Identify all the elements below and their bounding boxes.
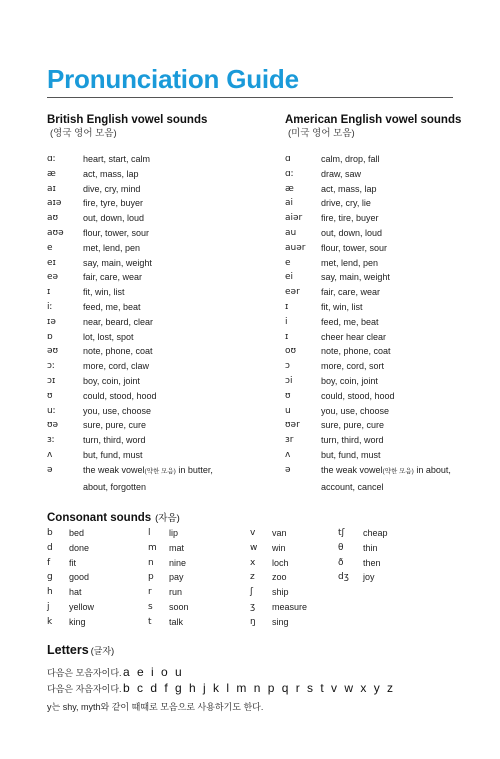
vowel-examples: but, fund, must [321, 449, 381, 460]
vowel-symbol: ei [285, 272, 294, 283]
consonant-row [148, 556, 189, 571]
vowel-symbol: ə [47, 464, 53, 475]
vowel-symbol: ɔɪ [47, 375, 56, 386]
consonant-example: lip [169, 528, 179, 538]
vowel-examples: fit, win, list [321, 301, 363, 312]
consonant-example: nine [169, 557, 187, 568]
vowel-examples: flour, tower, sour [321, 242, 388, 253]
consonant-symbol: l [148, 528, 151, 538]
consonant-example: talk [169, 616, 184, 627]
consonant-example: thin [363, 542, 378, 553]
vowel-examples: flour, tower, sour [83, 227, 150, 238]
vowel-examples: act, mass, lap [83, 168, 139, 179]
letters-heading-text: Letters [47, 643, 89, 657]
consonant-symbol: k [47, 616, 53, 627]
vowel-symbol: ai [285, 198, 294, 209]
consonant-row [338, 556, 388, 571]
vowel-row [285, 374, 461, 389]
consonant-symbol: z [250, 572, 255, 583]
consonant-symbol: tʃ [338, 528, 345, 538]
weak-vowel-text: the weak vowel [83, 464, 145, 475]
vowel-examples: drive, cry, lie [321, 198, 371, 209]
vowel-row [47, 226, 213, 241]
vowel-row [285, 196, 461, 211]
consonant-row [250, 526, 307, 541]
vowel-row [47, 167, 213, 182]
consonant-example: zoo [272, 572, 287, 583]
consonant-example: win [272, 542, 286, 553]
vowel-row [47, 241, 213, 256]
vowel-row [285, 448, 461, 463]
vowel-row [47, 433, 213, 448]
consonant-symbol: w [250, 542, 258, 553]
vowel-symbol: ɔi [285, 375, 293, 386]
consonant-row [250, 570, 307, 585]
vowel-symbol: əʊ [47, 346, 59, 357]
vowel-row [285, 359, 461, 374]
consonant-row [148, 541, 189, 556]
vowel-symbol: ʊ [47, 390, 53, 401]
letters-note: y는 shy, myth와 같이 때때로 모음으로 사용하기도 한다. [47, 702, 264, 712]
consonant-symbol: j [47, 601, 50, 612]
vowel-row [47, 152, 213, 167]
vowel-symbol: ɪ [47, 287, 51, 298]
vowel-examples: act, mass, lap [321, 183, 377, 194]
vowel-symbol: eɪ [47, 257, 56, 268]
vowel-symbol: ɑ [285, 154, 291, 164]
consonant-row [47, 541, 94, 556]
consonant-example: run [169, 587, 183, 598]
vowel-examples [83, 463, 213, 480]
consonant-row [47, 570, 94, 585]
weak-vowel-note: (약한 모음) [382, 467, 414, 475]
vowel-symbol: ɜr [285, 435, 294, 446]
vowel-row [285, 182, 461, 197]
vowel-examples: cheer hear clear [321, 331, 387, 342]
vowel-symbol: eər [285, 287, 300, 298]
vowel-symbol: aʊə [47, 227, 64, 238]
vowel-examples: could, stood, hood [83, 390, 157, 401]
vowel-examples: note, phone, coat [321, 346, 391, 357]
consonant-example: hat [69, 587, 82, 598]
vowel-row [47, 404, 213, 419]
vowel-examples: boy, coin, joint [83, 375, 140, 386]
consonant-symbol: t [148, 616, 152, 627]
consonant-symbol: ð [338, 557, 344, 568]
consonant-row [47, 556, 94, 571]
vowel-symbol: aiər [285, 213, 303, 224]
vowel-row [285, 389, 461, 404]
consonant-symbol: s [148, 601, 153, 612]
vowel-row [285, 315, 461, 330]
consonant-row [250, 615, 307, 630]
consonant-symbol: d [47, 542, 53, 553]
consonant-symbol: r [148, 587, 152, 598]
consonant-row [47, 526, 94, 541]
vowel-symbol: ɪə [47, 316, 56, 327]
consonant-example: done [69, 542, 90, 553]
vowel-symbol: æ [47, 168, 56, 179]
vowel-examples: out, down, loud [321, 227, 383, 238]
consonant-example: then [363, 557, 381, 568]
consonant-example: fit [69, 557, 77, 568]
american-vowels-section [285, 113, 461, 494]
consonant-column-1 [47, 526, 94, 630]
vowel-row [47, 359, 213, 374]
vowel-symbol: ɔː [47, 361, 55, 372]
vowel-row [285, 211, 461, 226]
vowel-row [47, 315, 213, 330]
vowel-row [285, 418, 461, 433]
weak-vowel-examples-cont: account, cancel [321, 481, 384, 492]
vowel-symbol: aɪə [47, 198, 62, 209]
vowel-examples: near, beard, clear [83, 316, 154, 327]
vowel-row [285, 226, 461, 241]
vowel-examples: fire, tire, buyer [321, 213, 379, 224]
consonant-example: sing [272, 616, 289, 627]
consonant-example: cheap [363, 528, 388, 538]
vowel-symbol: ɜː [47, 435, 55, 446]
vowel-examples: heart, start, calm [83, 154, 151, 164]
consonant-row [338, 541, 388, 556]
vowel-symbol: ɔ [285, 361, 290, 372]
vowel-letters-row [47, 665, 182, 679]
weak-vowel-examples: in butter, [175, 464, 213, 475]
vowel-symbol: e [285, 257, 291, 268]
consonant-example: joy [363, 572, 375, 583]
british-vowels-section [47, 113, 213, 494]
vowel-examples: could, stood, hood [321, 390, 395, 401]
vowel-symbol: ə [285, 464, 291, 475]
vowel-symbol: u [285, 405, 291, 416]
consonant-column-3 [250, 526, 307, 630]
vowel-examples: note, phone, coat [83, 346, 153, 357]
vowel-examples: but, fund, must [83, 449, 143, 460]
consonant-symbol: θ [338, 542, 344, 553]
consonant-symbol: ʃ [250, 587, 254, 598]
vowel-examples: turn, third, word [321, 435, 384, 446]
vowel-row [47, 182, 213, 197]
vowel-row [47, 211, 213, 226]
vowel-examples: feed, me, beat [321, 316, 379, 327]
vowel-examples: dive, cry, mind [83, 183, 141, 194]
vowel-letters: a e i o u [123, 665, 182, 679]
consonant-example: mat [169, 542, 185, 553]
vowel-symbol: ɑː [47, 154, 56, 164]
vowel-row [285, 433, 461, 448]
vowel-symbol: ʊər [285, 420, 300, 431]
consonant-letters-label: 다음은 자음자이다. [47, 684, 122, 694]
consonant-row [250, 541, 307, 556]
vowel-examples: say, main, weight [321, 272, 390, 283]
vowel-row [47, 196, 213, 211]
vowel-examples: lot, lost, spot [83, 331, 134, 342]
vowel-row [47, 389, 213, 404]
vowel-symbol: ɑː [285, 168, 294, 179]
consonant-example: king [69, 616, 86, 627]
consonant-example: soon [169, 601, 189, 612]
vowel-symbol: ɪ [285, 331, 289, 342]
vowel-row [47, 374, 213, 389]
consonant-symbol: n [148, 557, 154, 568]
british-vowel-list [47, 152, 213, 494]
vowel-symbol: uː [47, 405, 56, 416]
vowel-examples: you, use, choose [83, 405, 152, 416]
vowel-symbol: æ [285, 183, 294, 194]
vowel-row [47, 256, 213, 271]
letters-heading [47, 643, 114, 657]
vowel-row [285, 344, 461, 359]
consonant-symbol: b [47, 528, 53, 538]
consonant-row [47, 585, 94, 600]
consonant-row [148, 615, 189, 630]
vowel-row [47, 448, 213, 463]
vowel-row [285, 463, 461, 480]
consonant-symbol: dʒ [338, 572, 349, 583]
vowel-symbol: au [285, 227, 297, 238]
page-title: Pronunciation Guide [47, 64, 299, 94]
consonant-row [148, 585, 189, 600]
vowel-examples: more, cord, sort [321, 361, 385, 372]
vowel-examples: draw, saw [321, 168, 362, 179]
vowel-examples: fire, tyre, buyer [83, 198, 144, 209]
consonant-row [148, 570, 189, 585]
consonant-example: van [272, 528, 287, 538]
vowel-examples: boy, coin, joint [321, 375, 378, 386]
vowel-symbol: ʊ [285, 390, 291, 401]
vowel-examples: fair, care, wear [321, 287, 381, 298]
consonant-symbol: ʒ [250, 601, 256, 612]
consonant-row [338, 526, 388, 541]
consonant-row [338, 570, 388, 585]
consonant-row [250, 600, 307, 615]
vowel-row [285, 300, 461, 315]
consonant-symbol: v [250, 528, 256, 538]
vowel-row [285, 330, 461, 345]
weak-vowel-text: the weak vowel [321, 464, 383, 475]
vowel-row [47, 270, 213, 285]
vowel-examples: sure, pure, cure [321, 420, 385, 431]
consonant-example: loch [272, 557, 289, 568]
consonant-example: bed [69, 528, 85, 538]
vowel-letters-label: 다음은 모음자이다. [47, 668, 122, 678]
vowel-examples: more, cord, claw [83, 361, 150, 372]
consonant-row [148, 600, 189, 615]
consonant-column-2 [148, 526, 189, 630]
consonant-row [148, 526, 189, 541]
vowel-row [285, 285, 461, 300]
american-heading: American English vowel sounds [285, 114, 462, 126]
vowel-examples: met, lend, pen [321, 257, 379, 268]
vowel-row [285, 152, 461, 167]
vowel-examples: calm, drop, fall [321, 154, 380, 164]
vowel-examples: turn, third, word [83, 435, 146, 446]
vowel-symbol: aɪ [47, 183, 56, 194]
consonant-example: good [69, 572, 90, 583]
consonant-example: pay [169, 572, 184, 583]
consonant-heading-ko: (자음) [155, 513, 180, 524]
vowel-examples: sure, pure, cure [83, 420, 147, 431]
vowel-row [47, 330, 213, 345]
vowel-row [47, 285, 213, 300]
vowel-row [285, 256, 461, 271]
vowel-symbol: aʊ [47, 213, 59, 224]
vowel-symbol: ʊə [47, 420, 59, 431]
vowel-symbol: eə [47, 272, 59, 283]
vowel-examples: out, down, loud [83, 213, 145, 224]
consonant-symbol: m [148, 542, 157, 553]
weak-vowel-note: (약한 모음) [144, 467, 176, 475]
vowel-row [285, 404, 461, 419]
consonant-symbol: x [250, 557, 256, 568]
letters-heading-ko: (글자) [90, 646, 115, 656]
consonant-symbol: f [47, 557, 51, 568]
consonant-letters: b c d f g h j k l m n p q r s t v w x y z [123, 681, 394, 695]
vowel-row [47, 300, 213, 315]
vowel-examples: say, main, weight [83, 257, 152, 268]
weak-vowel-examples: in about, [413, 464, 451, 475]
consonant-heading [47, 510, 180, 524]
consonant-symbol: h [47, 587, 53, 598]
vowel-examples: met, lend, pen [83, 242, 141, 253]
vowel-row [285, 241, 461, 256]
vowel-row [285, 167, 461, 182]
consonant-row [47, 615, 94, 630]
vowel-symbol: ʌ [285, 449, 291, 460]
vowel-examples: feed, me, beat [83, 301, 141, 312]
vowel-examples: you, use, choose [321, 405, 390, 416]
vowel-row [47, 418, 213, 433]
title-divider [47, 97, 453, 98]
consonant-row [250, 585, 307, 600]
vowel-symbol: e [47, 242, 53, 253]
consonant-example: measure [272, 601, 308, 612]
american-subheading: (미국 영어 모음) [288, 128, 355, 139]
consonant-example: ship [272, 587, 289, 598]
consonant-row [250, 556, 307, 571]
consonant-column-4 [338, 526, 388, 585]
consonant-symbol: p [148, 572, 154, 583]
vowel-row [47, 344, 213, 359]
consonant-heading-text: Consonant sounds [47, 512, 152, 524]
vowel-symbol: ʌ [47, 449, 53, 460]
consonant-symbol: ŋ [250, 616, 256, 627]
vowel-examples [321, 463, 451, 480]
vowel-examples: fit, win, list [83, 287, 125, 298]
american-vowel-list [285, 152, 461, 494]
weak-vowel-examples-cont: about, forgotten [83, 481, 147, 492]
vowel-row [285, 270, 461, 285]
british-heading: British English vowel sounds [47, 114, 208, 126]
vowel-symbol: ɪ [285, 301, 289, 312]
consonant-symbol: g [47, 572, 53, 583]
vowel-row [47, 463, 213, 480]
vowel-symbol: ɒ [47, 331, 53, 342]
vowel-symbol: auər [285, 242, 306, 253]
consonant-letters-row [47, 681, 393, 695]
consonant-example: yellow [69, 601, 95, 612]
vowel-symbol: iː [47, 301, 53, 312]
british-subheading: (영국 영어 모음) [50, 128, 117, 139]
vowel-symbol: oʊ [285, 346, 297, 357]
vowel-examples: fair, care, wear [83, 272, 143, 283]
vowel-symbol: i [285, 316, 288, 327]
consonant-row [47, 600, 94, 615]
